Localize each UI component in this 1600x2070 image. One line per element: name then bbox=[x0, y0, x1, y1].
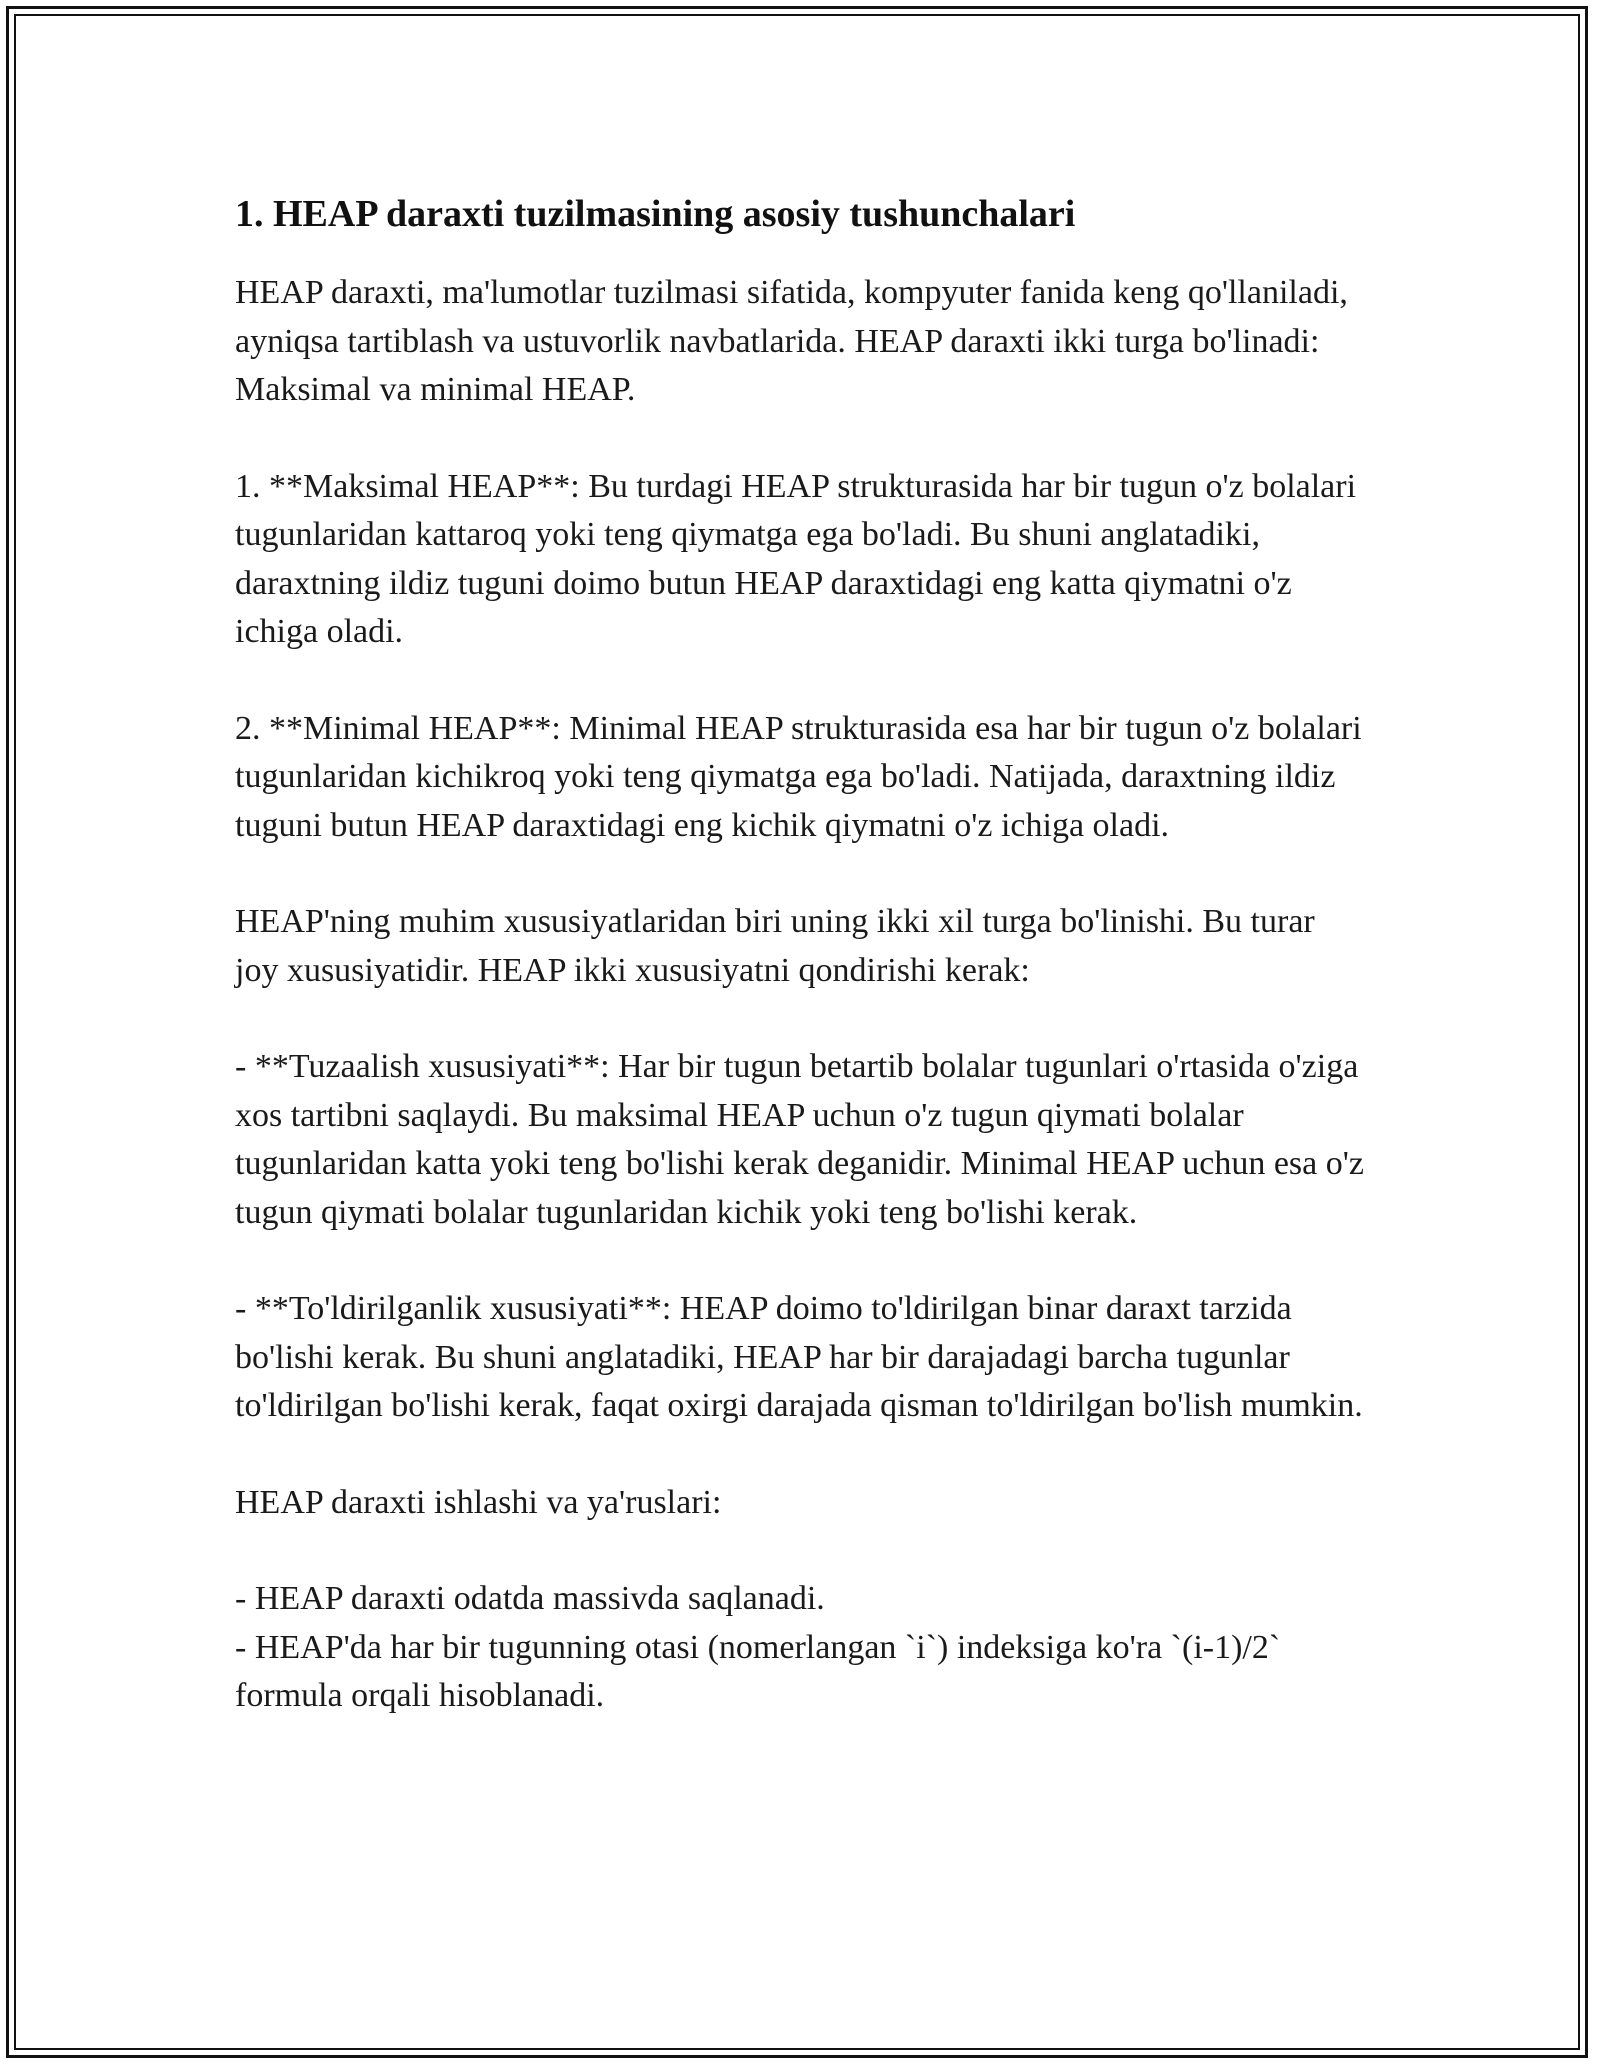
section-title: 1. HEAP daraxti tuzilmasining asosiy tushunchalari bbox=[235, 193, 1076, 235]
paragraph-min-heap: 2. **Minimal HEAP**: Minimal HEAP strukturasida esa har bir tugun o'z bolalari tugunlaridan kichikroq yoki teng qiymatga ega bo'ladi. Natijada, daraxtning ildiz tuguni butun HEAP daraxtidagi eng kichik qiymatni o'z ichiga oladi. bbox=[235, 709, 1362, 844]
paragraph-intro: HEAP daraxti, ma'lumotlar tuzilmasi sifatida, kompyuter fanida keng qo'llaniladi, ayniqsa tartiblash va ustuvorlik navbatlarida. HEAP daraxti ikki turga bo'linadi: Maksimal va minimal HEAP. bbox=[235, 274, 1348, 408]
paragraph-operations-heading: HEAP daraxti ishlashi va ya'ruslari: bbox=[235, 1483, 722, 1521]
list-item-array-storage: - HEAP daraxti odatda massivda saqlanadi. bbox=[235, 1580, 825, 1617]
list-item-parent-formula: - HEAP'da har bir tugunning otasi (nomerlangan `i`) indeksiga ko'ra `(i-1)/2` formula orqali hisoblanadi. bbox=[235, 1628, 1281, 1714]
paragraph-properties-intro: HEAP'ning muhim xususiyatlaridan biri uning ikki xil turga bo'linishi. Bu turar joy xususiyatidir. HEAP ikki xususiyatni qondirishi kerak: bbox=[235, 903, 1315, 989]
paragraph-max-heap: 1. **Maksimal HEAP**: Bu turdagi HEAP strukturasida har bir tugun o'z bolalari tugunlaridan kattaroq yoki teng qiymatga ega bo'ladi. Bu shuni anglatadiki, daraxtning ildiz tuguni doimo butun HEAP daraxtidagi eng katta qiymatni o'z ichiga oladi. bbox=[235, 467, 1357, 650]
document-body bbox=[235, 185, 1365, 1721]
paragraph-completeness-property: - **To'ldirilganlik xususiyati**: HEAP doimo to'ldirilgan binar daraxt tarzida bo'lishi kerak. Bu shuni anglatadiki, HEAP har bir darajadagi barcha tugunlar to'ldirilgan bo'lishi kerak, faqat oxirgi darajada qisman to'ldirilgan bo'lish mumkin. bbox=[235, 1290, 1363, 1424]
paragraph-order-property: - **Tuzaalish xususiyati**: Har bir tugun betartib bolalar tugunlari o'rtasida o'ziga xos tartibni saqlaydi. Bu maksimal HEAP uchun o'z tugun qiymati bolalar tugunlaridan katta yoki teng bo'lishi kerak deganidir. Minimal HEAP uchun esa o'z tugun qiymati bolalar tugunlaridan kichik yoki teng bo'lishi kerak. bbox=[235, 1048, 1364, 1231]
